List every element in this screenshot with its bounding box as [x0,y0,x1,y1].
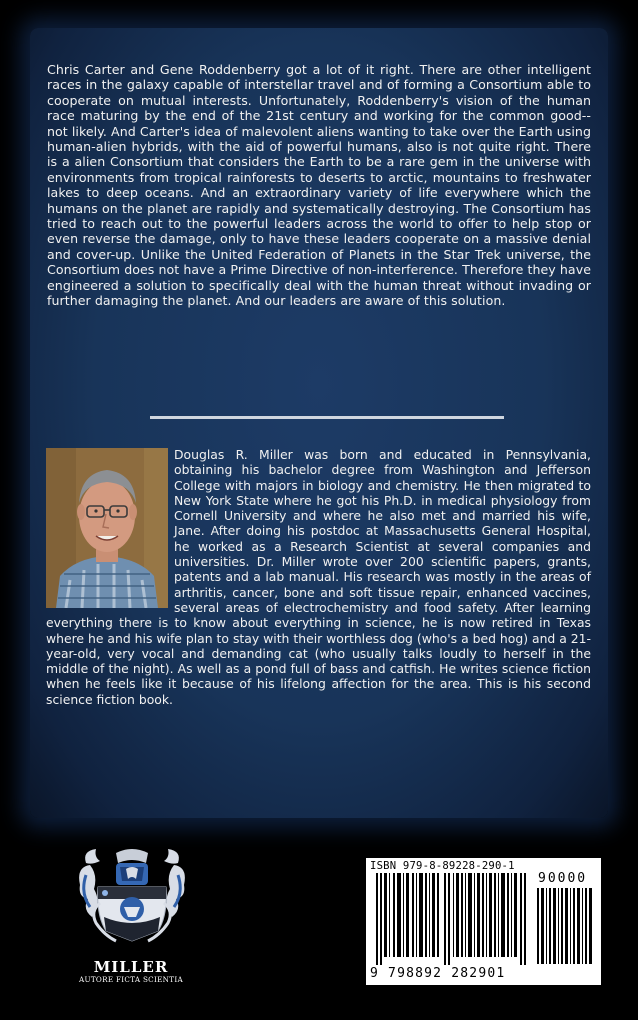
photo-spacer [46,447,174,609]
ean-digits: 9 798892 282901 [370,966,506,981]
publisher-name: MILLER [93,958,169,976]
price-addon-bars [536,888,596,964]
publisher-motto: AUTORE FICTA SCIENTIA [78,975,183,984]
isbn-label: ISBN 979-8-89228-290-1 [370,860,515,872]
author-bio-section [46,447,591,707]
author-bio: Douglas R. Miller was born and educated in Pennsylvania, obtaining his bachelor degree from Washington and Jefferson College with majors in biology and chemistry. He then migrated to New York State where he got his Ph.D. in medical physiology from Cornell University and where he also met and married his wife, Jane. After doing his postdoc at Massachusetts General Hospital, he worked as a Research Scientist at several companies and universities. Dr. Miller wrote over 200 scientific papers, grants, patents and a lab manual. His research was mostly in the areas of arthritis, cancer, bone and soft tissue repair, enhanced vaccines, several areas of electrochemistry and food safety. After learning everything there is to know about everything in science, he is now retired in Texas where he and his wife plan to stay with their worthless dog (who's a bed hog) and a 21-year-old, very vocal and demanding cat (who usually talks loudly to herself in the middle of the night). As well as a pond full of bass and catfish. He writes science fiction when he feels like it because of his lifelong affection for the area. This is his second science fiction book. [46,447,591,707]
book-blurb: Chris Carter and Gene Roddenberry got a lot of it right. There are other intelligent races in the galaxy capable of interstellar travel and of forming a Consortium able to cooperate on mutual interests. Unfortunately, Roddenberry's vision of the human race maturing by the end of the 21st century and working for the common good-- not likely. And Carter's idea of malevolent aliens wanting to take over the Earth using human-alien hybrids, with the aid of powerful humans, also is not quite right. There is a alien Consortium that considers the Earth to be a rare gem in the universe with environments from tropical rainforests to deserts to arctic, mountains to freshwater lakes to deep oceans. And an extraordinary variety of life everywhere which the humans on the planet are rapidly and systematically destroying. The Consortium has tried to reach out to the powerful leaders across the world to offer to help stop or even reverse the damage, only to have these leaders cooperate on a massive denial and cover-up. Unlike the United Federation of Planets in the Star Trek universe, the Consortium does not have a Prime Directive of non-interference. Therefore they have engineered a solution to specifically deal with the human threat without invading or further damaging the planet. And our leaders are aware of this solution. [47,62,591,309]
ean-barcode-bars [370,873,530,965]
section-divider [150,416,504,419]
isbn-barcode [366,858,601,985]
price-code: 90000 [538,871,588,886]
